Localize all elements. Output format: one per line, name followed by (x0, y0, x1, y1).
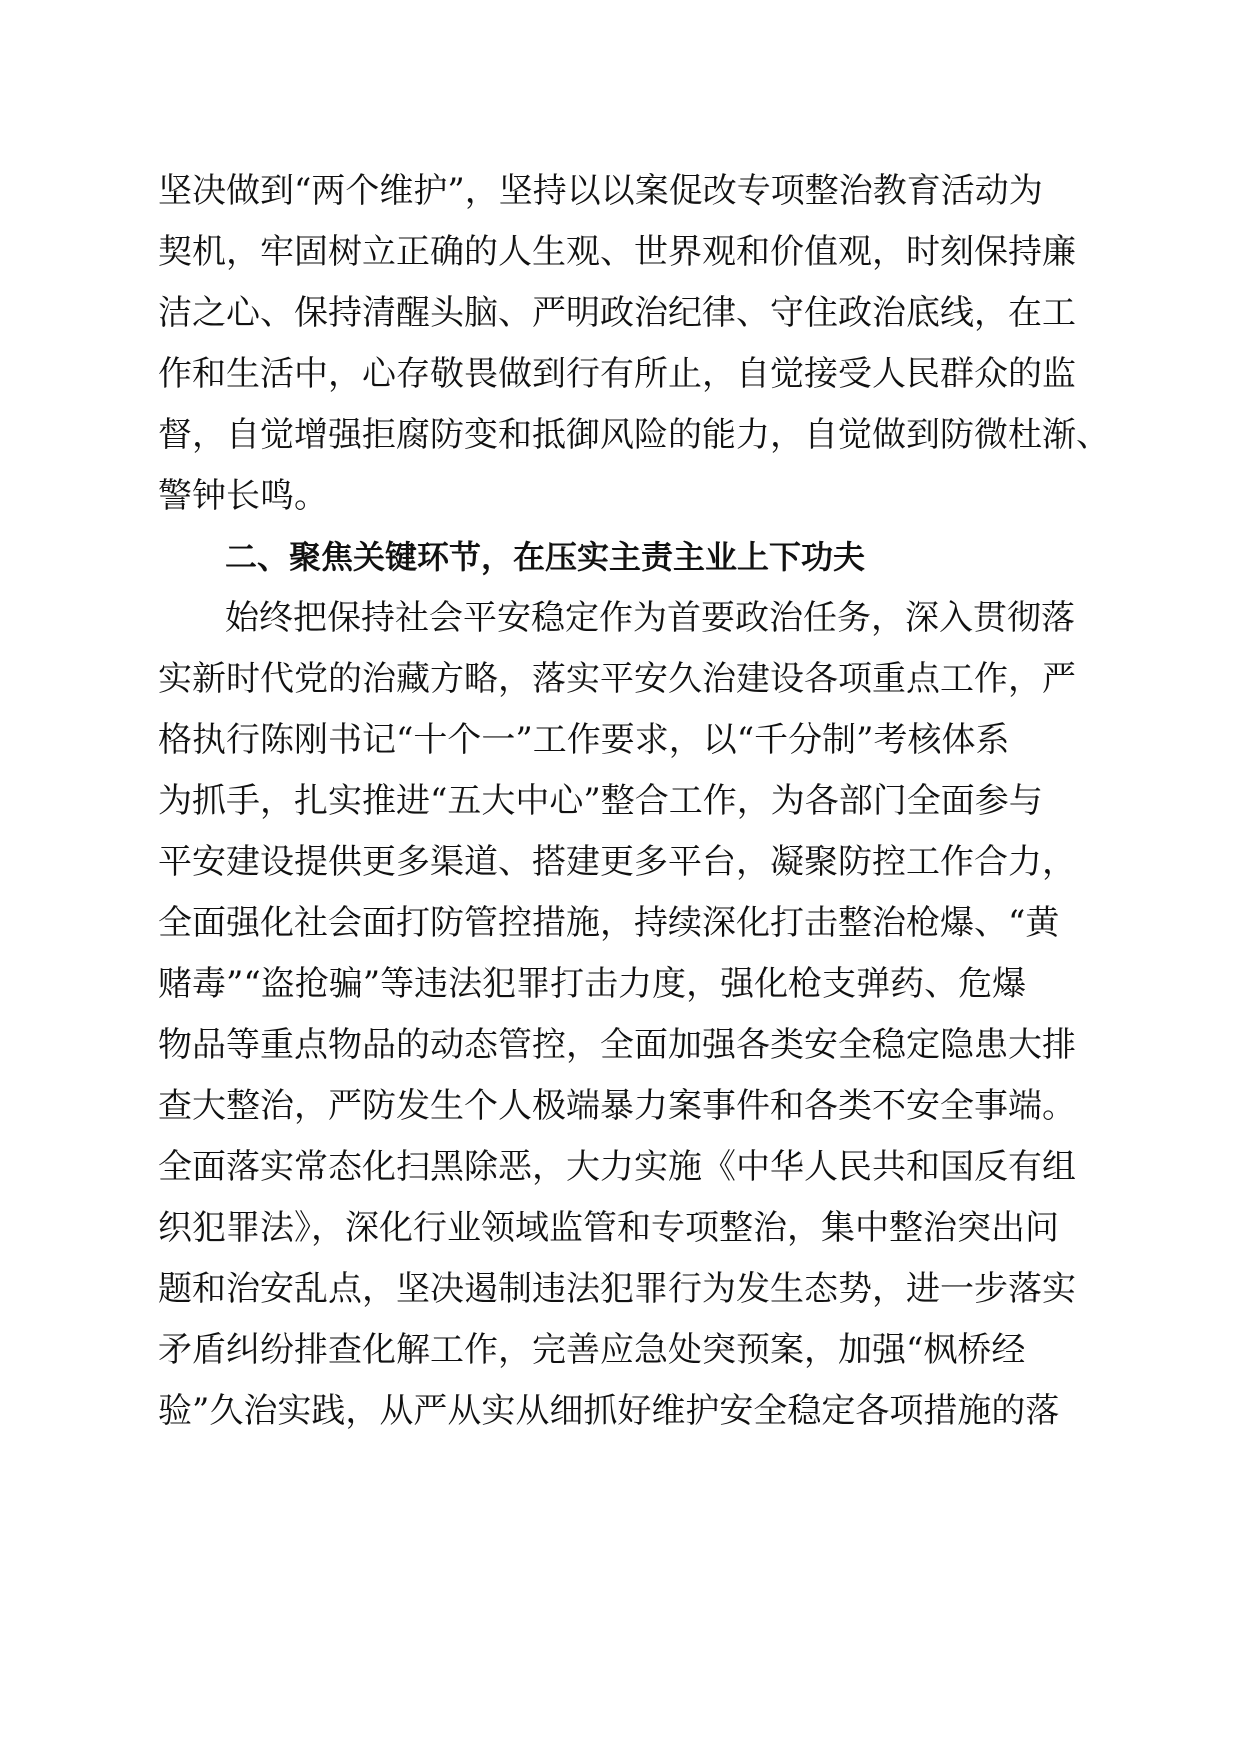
paragraph-2-line-9: 查大整治，严防发生个人极端暴力案事件和各类不安全事端。 (158, 1086, 1076, 1126)
paragraph-2-line-1: 始终把保持社会平安稳定作为首要政治任务，深入贯彻落 (225, 598, 1075, 638)
section-heading: 二、聚焦关键环节，在压实主责主业上下功夫 (225, 538, 866, 576)
paragraph-2-line-3: 格执行陈刚书记“十个一”工作要求，以“千分制”考核体系 (158, 720, 1010, 760)
paragraph-2-line-6: 全面强化社会面打防管控措施，持续深化打击整治枪爆、“黄 (158, 903, 1060, 943)
paragraph-2-line-5: 平安建设提供更多渠道、搭建更多平台，凝聚防控工作合力， (158, 842, 1076, 882)
paragraph-2-line-14: 验”久治实践，从严从实从细抓好维护安全稳定各项措施的落 (158, 1391, 1060, 1431)
paragraph-1-line-3: 洁之心、保持清醒头脑、严明政治纪律、守住政治底线，在工 (158, 293, 1076, 333)
paragraph-2-line-7: 赌毒”“盗抢骗”等违法犯罪打击力度，强化枪支弹药、危爆 (158, 964, 1027, 1004)
paragraph-2-line-12: 题和治安乱点，坚决遏制违法犯罪行为发生态势，进一步落实 (158, 1269, 1076, 1309)
paragraph-1-line-5: 督，自觉增强拒腐防变和抵御风险的能力，自觉做到防微杜渐、 (158, 415, 1110, 455)
paragraph-1-line-6: 警钟长鸣。 (158, 476, 328, 516)
paragraph-2-line-11: 织犯罪法》，深化行业领域监管和专项整治，集中整治突出问 (158, 1208, 1059, 1248)
paragraph-2-line-10: 全面落实常态化扫黑除恶，大力实施《中华人民共和国反有组 (158, 1147, 1076, 1187)
paragraph-2-line-8: 物品等重点物品的动态管控，全面加强各类安全稳定隐患大排 (158, 1025, 1076, 1065)
paragraph-2-line-4: 为抓手，扎实推进“五大中心”整合工作，为各部门全面参与 (158, 781, 1043, 821)
paragraph-1-line-2: 契机，牢固树立正确的人生观、世界观和价值观，时刻保持廉 (158, 232, 1076, 272)
paragraph-1-line-4: 作和生活中，心存敬畏做到行有所止，自觉接受人民群众的监 (158, 354, 1076, 394)
paragraph-2-line-2: 实新时代党的治藏方略，落实平安久治建设各项重点工作，严 (158, 659, 1076, 699)
paragraph-1-line-1: 坚决做到“两个维护”，坚持以以案促改专项整治教育活动为 (158, 171, 1043, 211)
paragraph-2-line-13: 矛盾纠纷排查化解工作，完善应急处突预案，加强“枫桥经 (158, 1330, 1026, 1370)
